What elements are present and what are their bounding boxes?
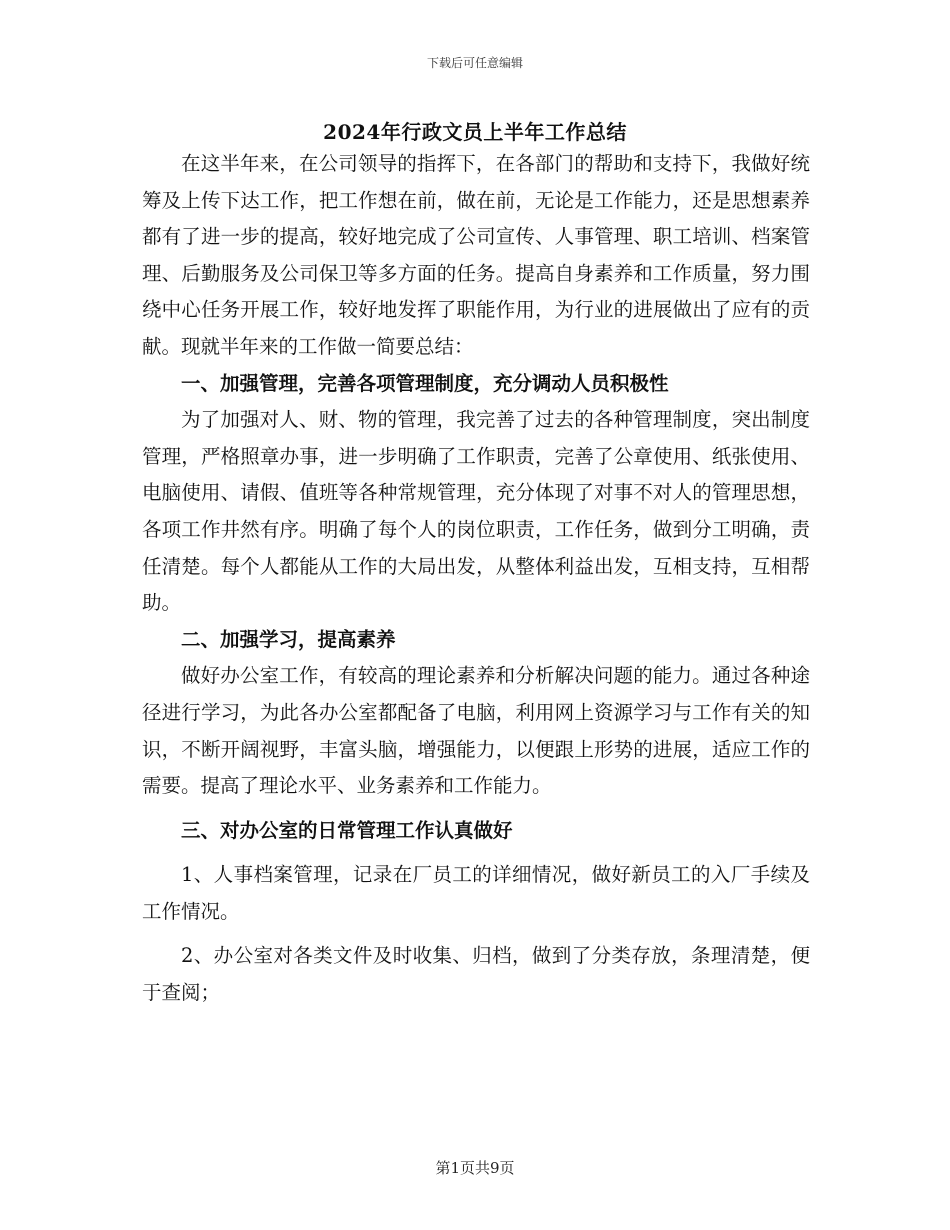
- section-1-heading: 一、加强管理，完善各项管理制度，充分调动人员积极性: [181, 371, 669, 395]
- section-3-paragraph-1: 1、人事档案管理，记录在厂员工的详细情况，做好新员工的入厂手续及工作情况。: [142, 863, 810, 923]
- section-2-paragraph: 做好办公室工作，有较高的理论素养和分析解决问题的能力。通过各种途径进行学习，为此各办公室都配备了电脑，利用网上资源学习与工作有关的知识，不断开阔视野，丰富头脑，增强能力，以便跟上形势的进展，适应工作的需要。提高了理论水平、业务素养和工作能力。: [142, 664, 810, 798]
- section-3-heading: 三、对办公室的日常管理工作认真做好: [181, 818, 513, 842]
- page-number-footer: 第1页共9页: [435, 1159, 515, 1177]
- header-note: 下载后可任意编辑: [426, 56, 523, 70]
- document-body: [142, 146, 810, 1012]
- section-3-paragraph-2: 2、办公室对各类文件及时收集、归档，做到了分类存放，条理清楚，便于查阅；: [142, 944, 810, 1005]
- section-1-paragraph: 为了加强对人、财、物的管理，我完善了过去的各种管理制度，突出制度管理，严格照章办事，进一步明确了工作职责，完善了公章使用、纸张使用、电脑使用、请假、值班等各种常规管理，充分体现了对事不对人的管理思想，各项工作井然有序。明确了每个人的岗位职责，工作任务，做到分工明确，责任清楚。每个人都能从工作的大局出发，从整体利益出发，互相支持，互相帮助。: [142, 408, 810, 615]
- document-title: 2024年行政文员上半年工作总结: [323, 120, 627, 144]
- intro-paragraph: 在这半年来，在公司领导的指挥下，在各部门的帮助和支持下，我做好统筹及上传下达工作，把工作想在前，做在前，无论是工作能力，还是思想素养都有了进一步的提高，较好地完成了公司宣传、人事管理、职工培训、档案管理、后勤服务及公司保卫等多方面的任务。提高自身素养和工作质量，努力围绕中心任务开展工作，较好地发挥了职能作用，为行业的进展做出了应有的贡献。现就半年来的工作做一简要总结：: [142, 152, 810, 358]
- section-2-heading: 二、加强学习，提高素养: [181, 627, 396, 651]
